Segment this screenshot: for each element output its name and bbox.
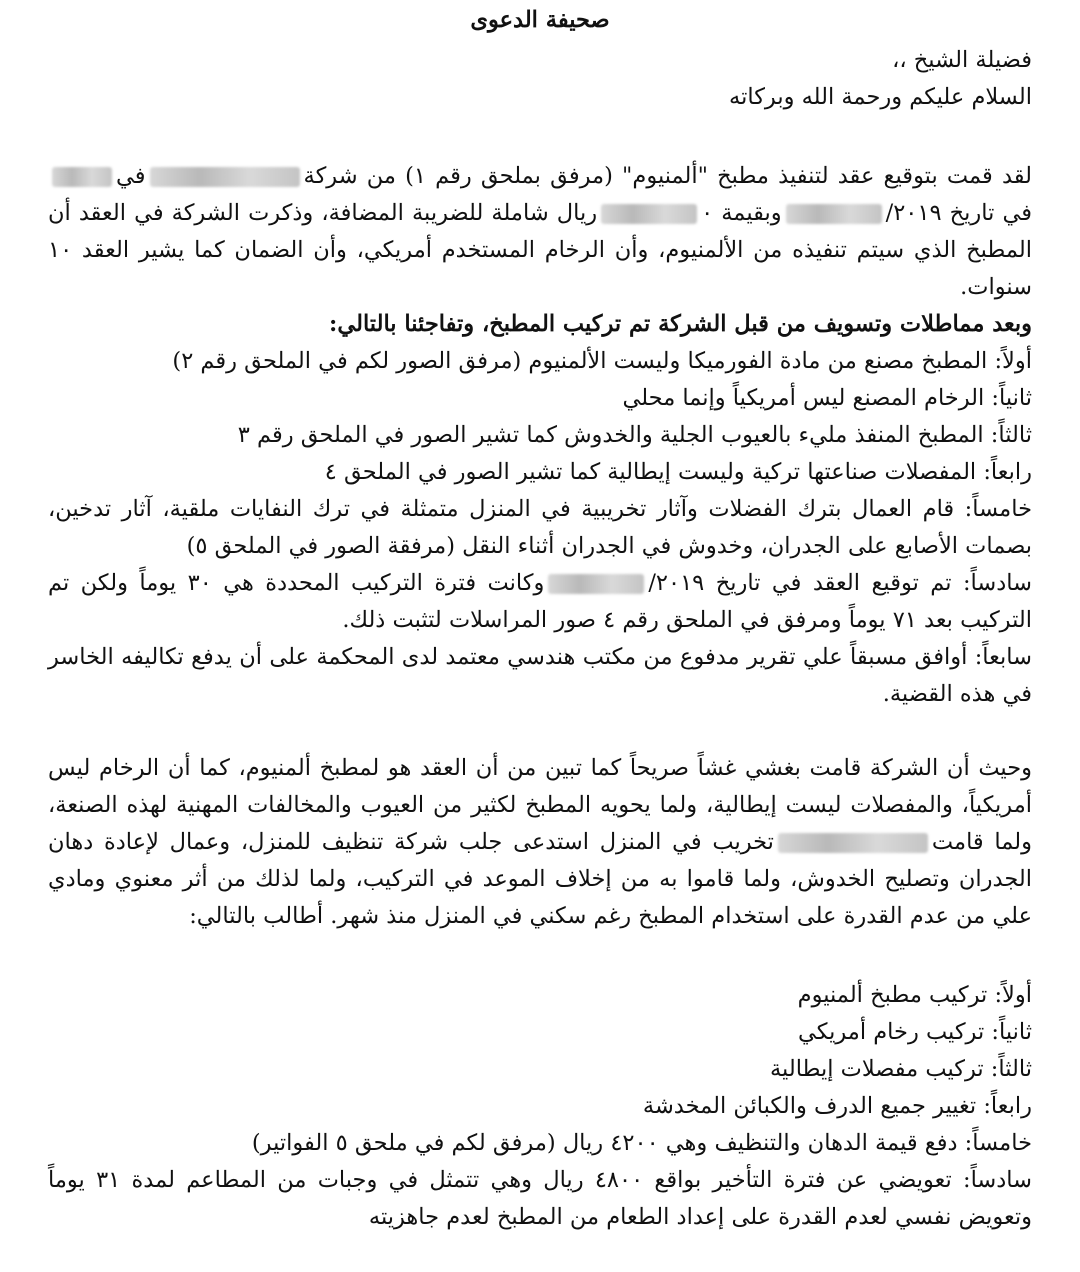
intro-text-3: في تاريخ ٢٠١٩/ bbox=[885, 200, 1032, 226]
finding-item: أولاً: المطبخ مصنع من مادة الفورميكا وليست الألمنيوم (مرفق الصور لكم في الملحق رقم ٢) bbox=[172, 348, 1032, 374]
demand-item: رابعاً: تغيير جميع الدرف والكبائن المخدشة bbox=[642, 1093, 1032, 1119]
redacted-date bbox=[548, 574, 644, 594]
spacer bbox=[48, 116, 1032, 158]
redacted-amount bbox=[601, 204, 697, 224]
intro-text-5: ريال شاملة للضريبة المضافة، وذكرت الشركة في العقد أن المطبخ الذي سيتم تنفيذه من الألمنيوم، وأن الرخام المستخدم أمريكي، وأن الضمان كما يشير العقد ١٠ سنوات. bbox=[48, 200, 1032, 300]
demand-item: ثالثاً: تركيب مفصلات إيطالية bbox=[769, 1056, 1032, 1082]
finding-item: خامساً: قام العمال بترك الفضلات وآثار تخريبية في المنزل متمثلة في ترك النفايات ملقية، آثار تدخين، بصمات الأصابع على الجدران، وخدوش في الجدران أثناء النقل (مرفقة الصور في الملحق ٥) bbox=[48, 496, 1032, 559]
redacted-text bbox=[778, 833, 928, 853]
demand-item: أولاً: تركيب مطبخ ألمنيوم bbox=[797, 982, 1032, 1008]
finding-item: سابعاً: أوافق مسبقاً علي تقرير مدفوع من مكتب هندسي معتمد لدى المحكمة على أن يدفع تكاليفه الخاسر في هذه القضية. bbox=[48, 644, 1032, 707]
demand-item: سادساً: تعويضي عن فترة التأخير بواقع ٤٨٠٠ ريال وهي تتمثل في وجبات من المطاعم لمدة ٣١ يوماً وتعويض نفسي لعدم القدرة على إعداد الطعام من المطبخ لعدم جاهزيته bbox=[48, 1167, 1033, 1230]
argument-text-1: وحيث أن الشركة قامت بغشي غشاً صريحاً كما تبين من أن العقد هو لمطبخ ألمنيوم، كما أن الرخام ليس أمريكياً، والمفصلات ليست إيطالية، ولما يحويه المطبخ لكثير من العيوب والمخالفات المهنية لهذه الصنعة، ولما قامت bbox=[48, 755, 1033, 855]
finding-item: ثالثاً: المطبخ المنفذ مليء بالعيوب الجلية والخدوش كما تشير الصور في الملحق رقم ٣ bbox=[237, 422, 1032, 448]
finding-item: ثانياً: الرخام المصنع ليس أمريكياً وإنما محلي bbox=[622, 385, 1032, 411]
spacer bbox=[48, 935, 1032, 977]
redacted-location bbox=[52, 167, 112, 187]
salutation-line-1: فضيلة الشيخ ،، bbox=[892, 47, 1032, 73]
finding-item-sixth bbox=[48, 565, 1032, 639]
argument-text-2: تخريب في المنزل استدعى جلب شركة تنظيف للمنزل، وعمال لإعادة دهان الجدران وتصليح الخدوش، ولما قاموا به من إخلاف الموعد في التركيب، ولما لذلك من أثر معنوي ومادي علي من عدم القدرة على استخدام المطبخ رغم سكني في المنزل منذ شهر. أطالب بالتالي: bbox=[48, 829, 1032, 929]
intro-text-1: لقد قمت بتوقيع عقد لتنفيذ مطبخ "ألمنيوم" (مرفق بملحق رقم ١) من شركة bbox=[303, 163, 1032, 189]
intro-paragraph bbox=[48, 158, 1032, 306]
redacted-date bbox=[786, 204, 882, 224]
argument-paragraph bbox=[48, 750, 1032, 935]
sixth-text-1: سادساً: تم توقيع العقد في تاريخ ٢٠١٩/ bbox=[648, 570, 1032, 596]
redacted-company-name bbox=[150, 167, 300, 187]
spacer bbox=[48, 713, 1032, 750]
intro-text-2: في bbox=[116, 163, 146, 189]
findings-heading: وبعد مماطلات وتسويف من قبل الشركة تم تركيب المطبخ، وتفاجئنا بالتالي: bbox=[329, 311, 1032, 337]
finding-item: رابعاً: المفصلات صناعتها تركية وليست إيطالية كما تشير الصور في الملحق ٤ bbox=[324, 459, 1032, 485]
document-title: صحيفة الدعوى bbox=[470, 7, 610, 33]
demand-item: ثانياً: تركيب رخام أمريكي bbox=[797, 1019, 1032, 1045]
salutation-line-2: السلام عليكم ورحمة الله وبركاته bbox=[729, 84, 1032, 110]
intro-text-4: وبقيمة ٠ bbox=[701, 200, 782, 226]
demand-item: خامساً: دفع قيمة الدهان والتنظيف وهي ٤٢٠٠ ريال (مرفق لكم في ملحق ٥ الفواتير) bbox=[251, 1130, 1032, 1156]
sixth-text-2: وكانت فترة التركيب المحددة هي ٣٠ يوماً ولكن تم التركيب بعد ٧١ يوماً ومرفق في الملحق رقم ٤ صور المراسلات لتثبت ذلك. bbox=[48, 570, 1032, 633]
